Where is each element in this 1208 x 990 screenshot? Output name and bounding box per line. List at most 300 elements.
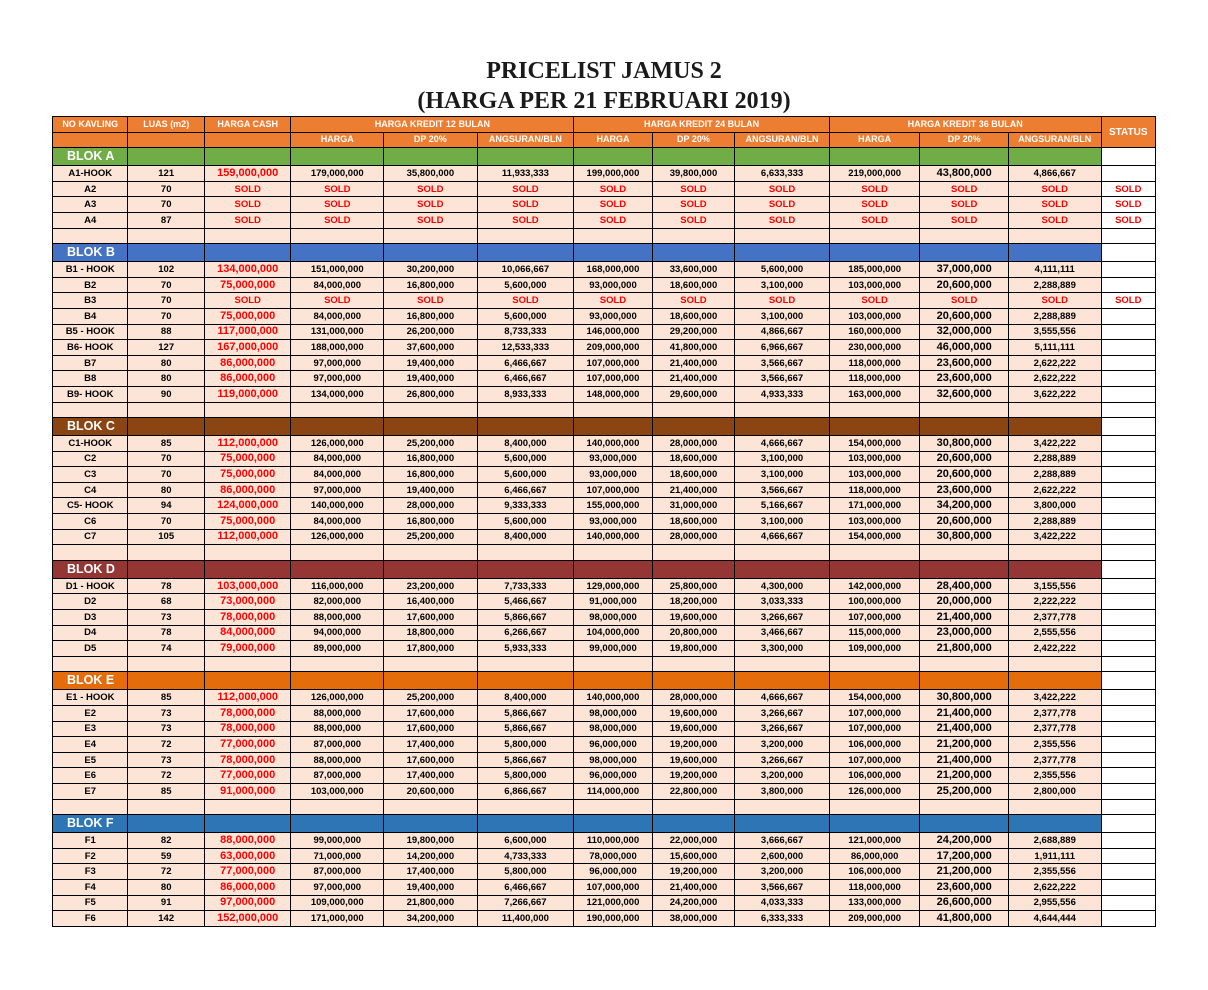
cell-kavling: B2	[53, 277, 128, 293]
cell-angsuran-36: 2,288,889	[1008, 277, 1101, 293]
cell-kavling: B7	[53, 355, 128, 371]
table-row	[53, 706, 1156, 722]
empty-cell	[384, 545, 478, 561]
block-header-cell	[128, 418, 204, 436]
cell-kavling: B1 - HOOK	[53, 262, 128, 278]
cell-harga-36: 103,000,000	[829, 308, 920, 324]
cell-angsuran-36: 2,800,000	[1008, 783, 1101, 799]
cell-angsuran-12: 8,400,000	[477, 529, 574, 545]
block-header-cell	[204, 672, 291, 690]
block-header-cell	[920, 148, 1009, 166]
cell-harga-36: 106,000,000	[829, 737, 920, 753]
block-header-cell	[291, 815, 384, 833]
cell-harga-cash: SOLD	[204, 181, 291, 197]
empty-cell	[652, 545, 735, 561]
cell-angsuran-36: SOLD	[1008, 181, 1101, 197]
cell-harga-36: 103,000,000	[829, 277, 920, 293]
empty-cell	[128, 656, 204, 672]
cell-status	[1101, 911, 1155, 927]
cell-angsuran-24: 3,266,667	[735, 752, 830, 768]
block-header-cell	[829, 418, 920, 436]
cell-angsuran-12: SOLD	[477, 181, 574, 197]
empty-cell	[477, 402, 574, 418]
cell-harga-cash: 77,000,000	[204, 864, 291, 880]
empty-cell	[920, 799, 1009, 815]
cell-dp-36: SOLD	[920, 212, 1009, 228]
cell-harga-cash: 134,000,000	[204, 262, 291, 278]
cell-status	[1101, 324, 1155, 340]
cell-dp-36: 25,200,000	[920, 783, 1009, 799]
cell-harga-36: 142,000,000	[829, 578, 920, 594]
cell-angsuran-24: 4,866,667	[735, 324, 830, 340]
table-row	[53, 340, 1156, 356]
cell-kavling: A4	[53, 212, 128, 228]
cell-harga-24: 91,000,000	[574, 594, 652, 610]
block-header-cell	[204, 815, 291, 833]
empty-cell	[1008, 545, 1101, 561]
empty-cell	[1008, 799, 1101, 815]
cell-angsuran-12: 5,600,000	[477, 467, 574, 483]
header-blank	[204, 132, 291, 148]
cell-dp-36: SOLD	[920, 293, 1009, 309]
table-row	[53, 833, 1156, 849]
cell-angsuran-36: 1,911,111	[1008, 848, 1101, 864]
block-header-cell	[477, 672, 574, 690]
cell-harga-12: 134,000,000	[291, 386, 384, 402]
cell-dp-12: 16,800,000	[384, 277, 478, 293]
cell-harga-24: 104,000,000	[574, 625, 652, 641]
cell-harga-36: 86,000,000	[829, 848, 920, 864]
cell-harga-12: 87,000,000	[291, 768, 384, 784]
cell-harga-cash: 86,000,000	[204, 371, 291, 387]
block-header-cell	[384, 148, 478, 166]
cell-harga-24: 148,000,000	[574, 386, 652, 402]
cell-angsuran-24: 3,666,667	[735, 833, 830, 849]
cell-harga-24: SOLD	[574, 293, 652, 309]
cell-harga-12: SOLD	[291, 181, 384, 197]
cell-angsuran-12: 6,866,667	[477, 783, 574, 799]
cell-dp-12: 34,200,000	[384, 911, 478, 927]
cell-luas: 72	[128, 864, 204, 880]
table-row	[53, 498, 1156, 514]
cell-harga-cash: 78,000,000	[204, 721, 291, 737]
cell-harga-24: 121,000,000	[574, 895, 652, 911]
cell-dp-24: 18,200,000	[652, 594, 735, 610]
table-row	[53, 783, 1156, 799]
block-header-cell	[477, 148, 574, 166]
empty-cell	[652, 228, 735, 244]
cell-harga-12: 116,000,000	[291, 578, 384, 594]
cell-harga-cash: 152,000,000	[204, 911, 291, 927]
cell-dp-36: 21,200,000	[920, 768, 1009, 784]
block-header-cell	[735, 815, 830, 833]
table-row	[53, 514, 1156, 530]
empty-cell	[829, 402, 920, 418]
cell-harga-24: 140,000,000	[574, 436, 652, 452]
cell-kavling: C5- HOOK	[53, 498, 128, 514]
cell-angsuran-12: 5,800,000	[477, 864, 574, 880]
cell-luas: 73	[128, 706, 204, 722]
cell-status	[1101, 895, 1155, 911]
block-header-cell	[291, 560, 384, 578]
cell-dp-36: 46,000,000	[920, 340, 1009, 356]
cell-angsuran-36: 2,955,556	[1008, 895, 1101, 911]
cell-status	[1101, 436, 1155, 452]
cell-status	[1101, 578, 1155, 594]
empty-cell	[1008, 402, 1101, 418]
cell-dp-36: 21,400,000	[920, 610, 1009, 626]
cell-angsuran-24: 4,300,000	[735, 578, 830, 594]
cell-status	[1101, 451, 1155, 467]
table-row	[53, 436, 1156, 452]
empty-cell	[53, 228, 128, 244]
cell-dp-12: 18,800,000	[384, 625, 478, 641]
cell-angsuran-12: 6,466,667	[477, 879, 574, 895]
cell-harga-36: 106,000,000	[829, 864, 920, 880]
cell-luas: 88	[128, 324, 204, 340]
cell-angsuran-24: SOLD	[735, 181, 830, 197]
cell-harga-36: SOLD	[829, 212, 920, 228]
cell-angsuran-36: 2,288,889	[1008, 308, 1101, 324]
cell-harga-cash: 75,000,000	[204, 467, 291, 483]
cell-dp-36: 23,600,000	[920, 355, 1009, 371]
cell-dp-36: 20,600,000	[920, 514, 1009, 530]
cell-dp-24: 19,800,000	[652, 641, 735, 657]
table-row	[53, 277, 1156, 293]
empty-cell	[1101, 560, 1155, 578]
cell-dp-12: 17,400,000	[384, 737, 478, 753]
cell-harga-12: 140,000,000	[291, 498, 384, 514]
cell-harga-36: SOLD	[829, 293, 920, 309]
cell-luas: 142	[128, 911, 204, 927]
cell-harga-12: 188,000,000	[291, 340, 384, 356]
cell-status	[1101, 498, 1155, 514]
cell-angsuran-24: 2,600,000	[735, 848, 830, 864]
cell-status	[1101, 166, 1155, 182]
cell-kavling: E7	[53, 783, 128, 799]
empty-cell	[1101, 244, 1155, 262]
empty-cell	[291, 656, 384, 672]
cell-harga-12: 109,000,000	[291, 895, 384, 911]
cell-angsuran-12: 4,733,333	[477, 848, 574, 864]
empty-cell	[574, 656, 652, 672]
block-header-cell	[384, 560, 478, 578]
header-harga-36: HARGA	[829, 132, 920, 148]
cell-harga-12: 84,000,000	[291, 308, 384, 324]
table-row	[53, 451, 1156, 467]
cell-angsuran-24: SOLD	[735, 212, 830, 228]
empty-cell	[1101, 672, 1155, 690]
cell-harga-36: 118,000,000	[829, 482, 920, 498]
cell-harga-24: 155,000,000	[574, 498, 652, 514]
cell-angsuran-12: SOLD	[477, 197, 574, 213]
cell-harga-12: 126,000,000	[291, 690, 384, 706]
cell-dp-24: 18,600,000	[652, 277, 735, 293]
cell-kavling: A2	[53, 181, 128, 197]
block-header-cell	[1008, 672, 1101, 690]
cell-dp-24: 41,800,000	[652, 340, 735, 356]
cell-dp-36: 30,800,000	[920, 436, 1009, 452]
block-header-cell	[384, 244, 478, 262]
table-row	[53, 578, 1156, 594]
cell-harga-24: 98,000,000	[574, 752, 652, 768]
cell-harga-cash: 78,000,000	[204, 752, 291, 768]
cell-harga-cash: 88,000,000	[204, 833, 291, 849]
cell-harga-cash: SOLD	[204, 293, 291, 309]
cell-harga-cash: 78,000,000	[204, 706, 291, 722]
cell-dp-36: 34,200,000	[920, 498, 1009, 514]
cell-angsuran-36: 2,288,889	[1008, 451, 1101, 467]
empty-cell	[204, 402, 291, 418]
cell-kavling: E1 - HOOK	[53, 690, 128, 706]
cell-angsuran-12: 5,800,000	[477, 737, 574, 753]
cell-status	[1101, 371, 1155, 387]
cell-harga-12: 94,000,000	[291, 625, 384, 641]
cell-angsuran-12: 5,600,000	[477, 514, 574, 530]
header-dp-12: DP 20%	[384, 132, 478, 148]
cell-dp-24: 25,800,000	[652, 578, 735, 594]
empty-cell	[735, 228, 830, 244]
block-header-cell	[735, 418, 830, 436]
cell-luas: 70	[128, 467, 204, 483]
cell-angsuran-24: SOLD	[735, 293, 830, 309]
cell-angsuran-36: 4,111,111	[1008, 262, 1101, 278]
empty-cell	[128, 402, 204, 418]
cell-harga-24: 107,000,000	[574, 879, 652, 895]
cell-angsuran-24: 3,033,333	[735, 594, 830, 610]
cell-harga-12: 179,000,000	[291, 166, 384, 182]
cell-harga-36: 103,000,000	[829, 514, 920, 530]
cell-harga-24: 140,000,000	[574, 690, 652, 706]
spacer-row	[53, 799, 1156, 815]
cell-harga-12: 99,000,000	[291, 833, 384, 849]
cell-harga-36: 118,000,000	[829, 355, 920, 371]
cell-status	[1101, 768, 1155, 784]
block-header-row	[53, 244, 1156, 262]
empty-cell	[1101, 148, 1155, 166]
cell-harga-36: 230,000,000	[829, 340, 920, 356]
cell-luas: 72	[128, 737, 204, 753]
block-header-cell	[204, 244, 291, 262]
cell-kavling: E6	[53, 768, 128, 784]
cell-kavling: F3	[53, 864, 128, 880]
cell-status: SOLD	[1101, 181, 1155, 197]
cell-angsuran-36: 3,800,000	[1008, 498, 1101, 514]
cell-harga-12: 131,000,000	[291, 324, 384, 340]
cell-harga-12: 88,000,000	[291, 706, 384, 722]
cell-dp-36: 28,400,000	[920, 578, 1009, 594]
cell-angsuran-36: 2,622,222	[1008, 371, 1101, 387]
cell-angsuran-24: SOLD	[735, 197, 830, 213]
block-header-row	[53, 672, 1156, 690]
cell-harga-12: 71,000,000	[291, 848, 384, 864]
block-header-cell	[204, 418, 291, 436]
cell-harga-cash: 77,000,000	[204, 768, 291, 784]
header-dp-24: DP 20%	[652, 132, 735, 148]
cell-harga-12: 88,000,000	[291, 610, 384, 626]
cell-dp-36: 23,600,000	[920, 482, 1009, 498]
cell-harga-24: SOLD	[574, 197, 652, 213]
cell-angsuran-12: 5,600,000	[477, 308, 574, 324]
empty-cell	[920, 228, 1009, 244]
cell-harga-cash: 79,000,000	[204, 641, 291, 657]
cell-luas: 80	[128, 879, 204, 895]
cell-angsuran-36: 5,111,111	[1008, 340, 1101, 356]
cell-harga-24: 168,000,000	[574, 262, 652, 278]
cell-harga-12: 171,000,000	[291, 911, 384, 927]
block-header-cell	[920, 418, 1009, 436]
table-row	[53, 752, 1156, 768]
block-header-cell	[829, 148, 920, 166]
cell-dp-24: 28,000,000	[652, 690, 735, 706]
block-header-cell	[384, 418, 478, 436]
empty-cell	[204, 656, 291, 672]
table-row	[53, 308, 1156, 324]
block-header-row	[53, 148, 1156, 166]
cell-angsuran-24: 3,266,667	[735, 706, 830, 722]
cell-angsuran-12: 5,866,667	[477, 721, 574, 737]
page-subtitle: (HARGA PER 21 FEBRUARI 2019)	[417, 88, 791, 114]
block-header-cell	[920, 815, 1009, 833]
table-row	[53, 848, 1156, 864]
block-header-cell	[735, 244, 830, 262]
table-row	[53, 467, 1156, 483]
cell-luas: 90	[128, 386, 204, 402]
empty-cell	[204, 545, 291, 561]
cell-kavling: F2	[53, 848, 128, 864]
cell-dp-12: 16,800,000	[384, 514, 478, 530]
cell-angsuran-36: 2,622,222	[1008, 482, 1101, 498]
block-header-cell	[477, 815, 574, 833]
cell-angsuran-24: 4,933,333	[735, 386, 830, 402]
cell-angsuran-24: 3,100,000	[735, 277, 830, 293]
empty-cell	[1008, 228, 1101, 244]
table-row	[53, 371, 1156, 387]
cell-dp-24: 18,600,000	[652, 467, 735, 483]
cell-angsuran-24: 3,566,667	[735, 371, 830, 387]
cell-angsuran-24: 4,666,667	[735, 436, 830, 452]
cell-dp-36: 21,200,000	[920, 864, 1009, 880]
cell-harga-cash: 78,000,000	[204, 610, 291, 626]
cell-dp-36: 21,400,000	[920, 721, 1009, 737]
cell-angsuran-12: 6,466,667	[477, 482, 574, 498]
cell-harga-cash: 75,000,000	[204, 514, 291, 530]
cell-angsuran-36: 2,355,556	[1008, 768, 1101, 784]
header-no-kavling: NO KAVLING	[53, 117, 128, 133]
cell-harga-36: 185,000,000	[829, 262, 920, 278]
cell-angsuran-36: 3,555,556	[1008, 324, 1101, 340]
cell-angsuran-12: 6,466,667	[477, 371, 574, 387]
cell-dp-12: 21,800,000	[384, 895, 478, 911]
cell-angsuran-36: 2,377,778	[1008, 610, 1101, 626]
empty-cell	[574, 799, 652, 815]
cell-harga-cash: 86,000,000	[204, 879, 291, 895]
cell-harga-cash: 117,000,000	[204, 324, 291, 340]
header-dp-36: DP 20%	[920, 132, 1009, 148]
cell-dp-36: 41,800,000	[920, 911, 1009, 927]
block-header-cell	[128, 815, 204, 833]
cell-angsuran-12: 5,866,667	[477, 706, 574, 722]
cell-angsuran-24: 3,266,667	[735, 721, 830, 737]
empty-cell	[477, 228, 574, 244]
cell-status	[1101, 262, 1155, 278]
cell-harga-cash: 167,000,000	[204, 340, 291, 356]
cell-harga-36: 118,000,000	[829, 371, 920, 387]
cell-kavling: E4	[53, 737, 128, 753]
cell-status	[1101, 529, 1155, 545]
cell-dp-12: SOLD	[384, 293, 478, 309]
cell-angsuran-36: 3,622,222	[1008, 386, 1101, 402]
cell-dp-24: SOLD	[652, 181, 735, 197]
cell-dp-12: 16,400,000	[384, 594, 478, 610]
cell-dp-24: 19,200,000	[652, 768, 735, 784]
empty-cell	[1101, 656, 1155, 672]
block-header-cell	[735, 560, 830, 578]
cell-angsuran-36: 4,866,667	[1008, 166, 1101, 182]
cell-status	[1101, 879, 1155, 895]
empty-cell	[204, 228, 291, 244]
cell-kavling: C6	[53, 514, 128, 530]
block-header-cell	[477, 418, 574, 436]
table-row	[53, 529, 1156, 545]
cell-harga-24: 110,000,000	[574, 833, 652, 849]
cell-harga-12: 97,000,000	[291, 879, 384, 895]
cell-angsuran-24: 3,266,667	[735, 610, 830, 626]
cell-status	[1101, 514, 1155, 530]
cell-harga-24: 209,000,000	[574, 340, 652, 356]
cell-harga-12: 82,000,000	[291, 594, 384, 610]
spacer-row	[53, 656, 1156, 672]
cell-angsuran-24: 3,100,000	[735, 451, 830, 467]
table-row	[53, 166, 1156, 182]
header-luas: LUAS (m2)	[128, 117, 204, 133]
cell-kavling: C1-HOOK	[53, 436, 128, 452]
cell-harga-12: 97,000,000	[291, 355, 384, 371]
block-label: BLOK D	[53, 560, 128, 578]
table-body	[53, 148, 1156, 927]
cell-angsuran-36: SOLD	[1008, 293, 1101, 309]
block-header-cell	[574, 815, 652, 833]
pricelist-table	[52, 116, 1156, 927]
cell-luas: 78	[128, 625, 204, 641]
empty-cell	[477, 545, 574, 561]
cell-harga-24: 96,000,000	[574, 768, 652, 784]
cell-harga-24: 93,000,000	[574, 467, 652, 483]
block-header-cell	[1008, 560, 1101, 578]
cell-angsuran-36: 2,377,778	[1008, 706, 1101, 722]
cell-status	[1101, 482, 1155, 498]
block-header-cell	[574, 148, 652, 166]
cell-angsuran-12: 5,466,667	[477, 594, 574, 610]
cell-harga-cash: 84,000,000	[204, 625, 291, 641]
cell-status	[1101, 340, 1155, 356]
cell-dp-24: 21,400,000	[652, 371, 735, 387]
empty-cell	[920, 656, 1009, 672]
cell-harga-24: 129,000,000	[574, 578, 652, 594]
cell-luas: 87	[128, 212, 204, 228]
block-header-cell	[204, 560, 291, 578]
cell-harga-cash: 112,000,000	[204, 436, 291, 452]
cell-luas: 70	[128, 451, 204, 467]
block-header-row	[53, 560, 1156, 578]
header-kredit-36: HARGA KREDIT 36 BULAN	[829, 117, 1101, 133]
cell-harga-24: 93,000,000	[574, 277, 652, 293]
cell-angsuran-36: SOLD	[1008, 197, 1101, 213]
empty-cell	[1008, 656, 1101, 672]
cell-angsuran-12: 12,533,333	[477, 340, 574, 356]
block-header-cell	[829, 560, 920, 578]
empty-cell	[291, 545, 384, 561]
